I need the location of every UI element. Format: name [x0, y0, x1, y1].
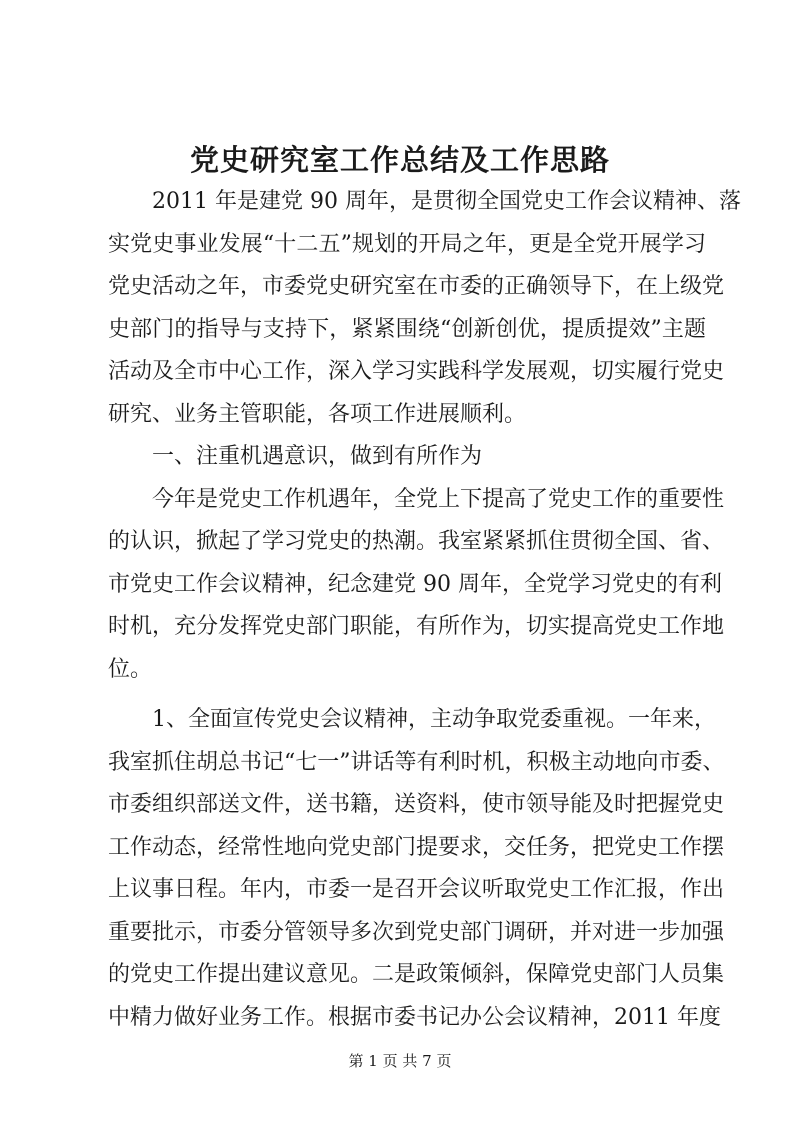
page-number: 第 1 页 共 7 页	[348, 1052, 452, 1070]
paragraph-line: 市党史工作会议精神，纪念建党 90 周年，全党学习党史的有利	[108, 571, 722, 597]
paragraph-line: 位。	[108, 656, 153, 682]
paragraph-line: 活动及全市中心工作，深入学习实践科学发展观，切实履行党史	[108, 359, 725, 384]
paragraph-line: 研究、业务主管职能，各项工作进展顺利。	[108, 401, 527, 427]
paragraph-line: 的认识，掀起了学习党史的热潮。我室紧紧抓住贯彻全国、省、	[108, 529, 725, 554]
paragraph-line: 的党史工作提出建议意见。二是政策倾斜，保障党史部门人员集	[108, 962, 725, 987]
paragraph-line: 中精力做好业务工作。根据市委书记办公会议精神，2011 年度	[108, 1004, 721, 1030]
paragraph-line: 我室抓住胡总书记“七一”讲话等有利时机，积极主动地向市委、	[108, 749, 725, 775]
paragraph-line: 2011 年是建党 90 周年，是贯彻全国党史工作会议精神、落	[152, 189, 741, 214]
paragraph-line: 史部门的指导与支持下，紧紧围绕“创新创优，提质提效”主题	[108, 316, 706, 342]
paragraph-line: 重要批示，市委分管领导多次到党史部门调研，并对进一步加强	[108, 919, 725, 945]
paragraph-line: 实党史事业发展“十二五”规划的开局之年，更是全党开展学习	[108, 231, 706, 257]
paragraph-line: 时机，充分发挥党史部门职能，有所作为，切实提高党史工作地	[108, 614, 725, 639]
paragraph-spacer	[108, 691, 706, 699]
section-heading: 一、注重机遇意识，做到有所作为	[152, 444, 483, 469]
paragraph-line: 市委组织部送文件，送书籍，送资料，使市领导能及时把握党史	[108, 792, 725, 817]
document-body	[108, 181, 741, 1039]
document-title: 党史研究室工作总结及工作思路	[189, 143, 610, 177]
paragraph-line: 党史活动之年，市委党史研究室在市委的正确领导下，在上级党	[108, 274, 725, 299]
paragraph-line: 今年是党史工作机遇年，全党上下提高了党史工作的重要性	[152, 486, 725, 512]
paragraph-line: 1、全面宣传党史会议精神，主动争取党委重视。一年来，	[152, 707, 716, 732]
paragraph-line: 工作动态，经常性地向党史部门提要求，交任务，把党史工作摆	[108, 834, 725, 860]
paragraph-line: 上议事日程。年内，市委一是召开会议听取党史工作汇报，作出	[108, 877, 725, 902]
